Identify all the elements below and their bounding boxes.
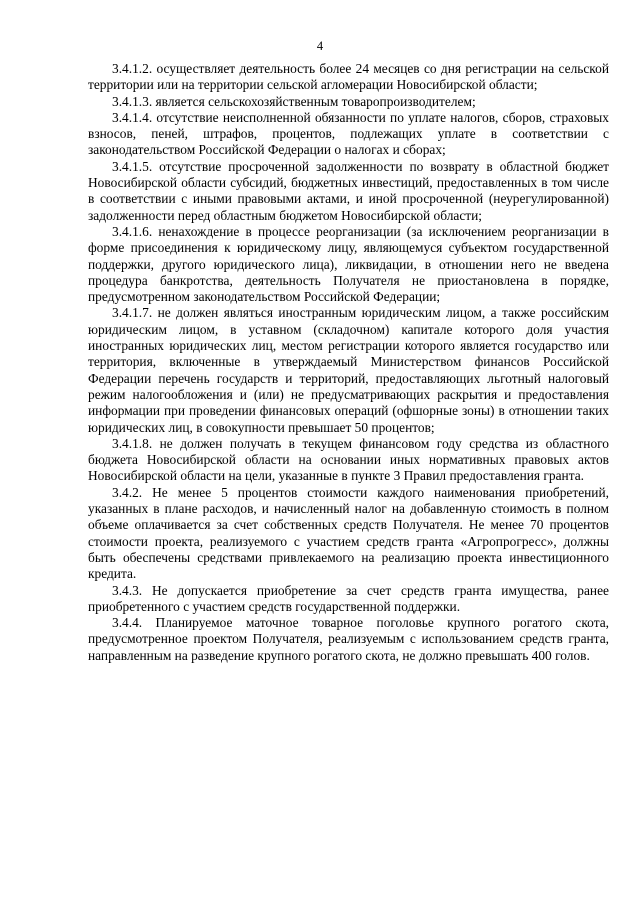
clause-3-4-1-4: 3.4.1.4. отсутствие неисполненной обязанности по уплате налогов, сборов, страховых взносов, пеней, штрафов, процентов, подлежащих уплате в соответствии с законодательством Российской Федерации о налогах и сборах; <box>88 109 609 158</box>
clause-3-4-1-3: 3.4.1.3. является сельскохозяйственным товаропроизводителем; <box>112 93 476 109</box>
clause-3-4-4: 3.4.4. Планируемое маточное товарное поголовье крупного рогатого скота, предусмотренное проектом Получателя, реализуемым с использованием средств гранта, направленным на разведение крупного рогатого скота, не должно превышать 400 голов. <box>88 615 609 663</box>
clause-3-4-1-2: 3.4.1.2. осуществляет деятельность более 24 месяцев со дня регистрации на сельской территории или на территории сельской агломерации Новосибирской области; <box>88 61 609 93</box>
clause-3-4-2: 3.4.2. Не менее 5 процентов стоимости каждого наименования приобретений, указанных в плане расходов, и начисленный налог на добавленную стоимость в полном объеме оплачивается за счет собственных средств Получателя. Не менее 70 процентов стоимости проекта, реализуемого с участием средств гранта «Агропрогресс», должны быть обеспечены средствами привлекаемого на реализацию проекта инвестиционного кредита. <box>88 484 609 582</box>
clause-3-4-1-6: 3.4.1.6. ненахождение в процессе реорганизации (за исключением реорганизации в форме присоединения к юридическому лицу, являющемуся субъектом государственной поддержки, другого юридического лица), ликвидации, в отношении него не введена процедура банкротства, деятельность Получателя не приостановлена в порядке, предусмотренном законодательством Российской Федерации; <box>88 223 609 305</box>
document-body <box>88 61 609 664</box>
clause-3-4-1-5: 3.4.1.5. отсутствие просроченной задолженности по возврату в областной бюджет Новосибирской области субсидий, бюджетных инвестиций, предоставленных в том числе в соответствии с иными правовыми актами, и иной просроченной (неурегулированной) задолженности перед областным бюджетом Новосибирской области; <box>88 158 609 223</box>
clause-3-4-1-7: 3.4.1.7. не должен являться иностранным юридическим лицом, а также российским юридическим лицом, в уставном (складочном) капитале которого доля участия иностранных юридических лиц, местом регистрации которого является государство или территория, включенные в утверждаемый Министерством финансов Российской Федерации перечень государств и территорий, предоставляющих льготный налоговый режим налогообложения и (или) не предусматривающих раскрытия и предоставления информации при проведении финансовых операций (офшорные зоны) в отношении таких юридических лиц, в совокупности превышает 50 процентов; <box>88 305 609 435</box>
page-number: 4 <box>316 39 324 53</box>
clause-3-4-1-8: 3.4.1.8. не должен получать в текущем финансовом году средства из областного бюджета Новосибирской области на основании иных нормативных правовых актов Новосибирской области на цели, указанные в пункте 3 Правил предоставления гранта. <box>88 435 609 484</box>
clause-3-4-3: 3.4.3. Не допускается приобретение за счет средств гранта имущества, ранее приобретенного с участием средств государственной поддержки. <box>88 582 609 614</box>
